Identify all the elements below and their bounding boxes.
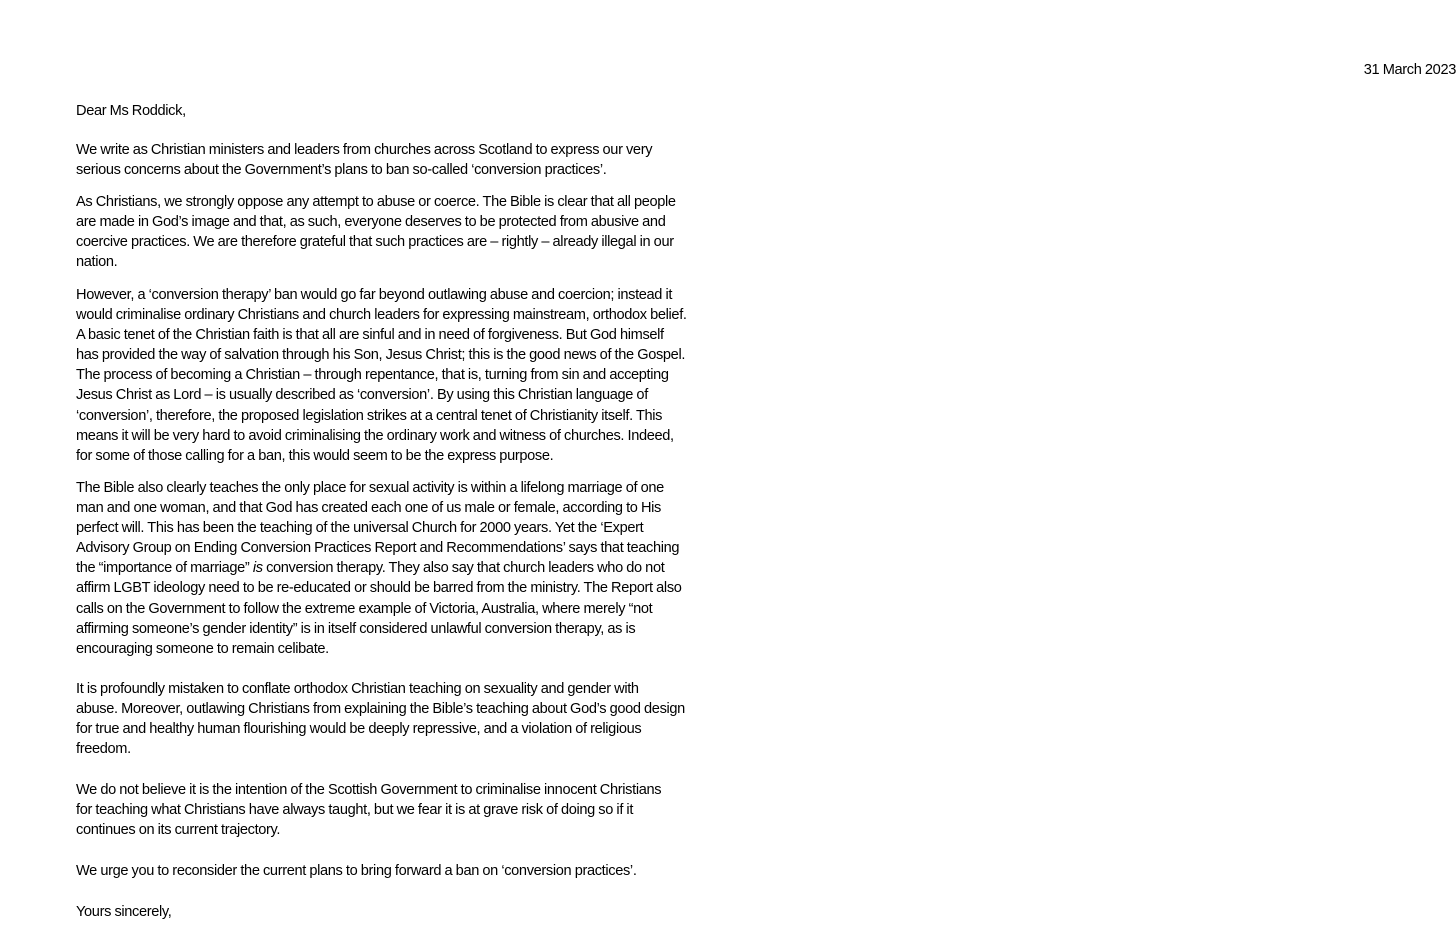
- text-segment: the “importance of marriage”: [76, 560, 253, 577]
- paragraph-oppose-abuse: [76, 192, 676, 272]
- text-line: has provided the way of salvation through his Son, Jesus Christ; this is the good news of the Gospel.: [76, 347, 686, 364]
- text-line: The Bible also clearly teaches the only place for sexual activity is within a lifelong marriage of one: [76, 480, 664, 496]
- text-line: means it will be very hard to avoid criminalising the ordinary work and witness of churches. Indeed,: [76, 427, 674, 444]
- letter-date: 31 March 2023: [1363, 62, 1456, 78]
- text-line: freedom.: [76, 741, 131, 758]
- text-line: for teaching what Christians have always taught, but we fear it is at grave risk of doing so if it: [76, 802, 634, 819]
- text-line: ‘conversion’, therefore, the proposed legislation strikes at a central tenet of Christianity itself. This: [76, 407, 663, 424]
- text-line: A basic tenet of the Christian faith is that all are sinful and in need of forgiveness. But God himself: [76, 327, 664, 344]
- text-line: man and one woman, and that God has created each one of us male or female, according to His: [76, 500, 661, 517]
- text-line: We do not believe it is the intention of the Scottish Government to criminalise innocent Christians: [76, 782, 662, 798]
- paragraph-intro: [76, 140, 652, 180]
- text-line: would criminalise ordinary Christians and church leaders for expressing mainstream, orthodox belief.: [76, 307, 687, 324]
- text-line: calls on the Government to follow the extreme example of Victoria, Australia, where merely “not: [76, 600, 653, 617]
- text-line: However, a ‘conversion therapy’ ban would go far beyond outlawing abuse and coercion; instead it: [76, 287, 673, 303]
- text-line: affirm LGBT ideology need to be re-educated or should be barred from the ministry. The Report also: [76, 580, 682, 597]
- paragraph-conflate: [76, 679, 685, 759]
- text-line: perfect will. This has been the teaching of the universal Church for 2000 years. Yet the ‘Expert: [76, 520, 644, 537]
- paragraph-bible-teaching: [76, 478, 682, 659]
- closing: Yours sincerely,: [76, 904, 172, 920]
- text-line: Advisory Group on Ending Conversion Practices Report and Recommendations’ says that teaching: [76, 540, 680, 557]
- salutation: Dear Ms Roddick,: [76, 103, 186, 119]
- text-line: for true and healthy human flourishing would be deeply repressive, and a violation of religious: [76, 721, 642, 738]
- text-line: [76, 558, 682, 578]
- paragraph-intention: [76, 780, 661, 840]
- text-line: affirming someone’s gender identity” is in itself considered unlawful conversion therapy, as is: [76, 620, 636, 637]
- paragraph-ban-scope: [76, 285, 687, 466]
- text-line: The process of becoming a Christian – through repentance, that is, turning from sin and accepting: [76, 367, 669, 384]
- text-line: serious concerns about the Government’s plans to ban so-called ‘conversion practices’.: [76, 162, 607, 179]
- text-line: continues on its current trajectory.: [76, 822, 281, 839]
- emphasis-text: is: [252, 560, 263, 577]
- text-line: coercive practices. We are therefore grateful that such practices are – rightly – already illegal in our: [76, 234, 674, 251]
- paragraph-urge: [76, 861, 637, 881]
- text-line: It is profoundly mistaken to conflate orthodox Christian teaching on sexuality and gender with: [76, 681, 639, 697]
- text-line: Jesus Christ as Lord – is usually described as ‘conversion’. By using this Christian language of: [76, 387, 648, 404]
- text-line: encouraging someone to remain celibate.: [76, 640, 329, 657]
- text-line: We urge you to reconsider the current plans to bring forward a ban on ‘conversion practices’.: [76, 863, 637, 879]
- text-segment: conversion therapy. They also say that church leaders who do not: [262, 560, 665, 577]
- text-line: for some of those calling for a ban, this would seem to be the express purpose.: [76, 447, 554, 464]
- text-line: abuse. Moreover, outlawing Christians from explaining the Bible’s teaching about God’s good design: [76, 701, 685, 718]
- text-line: nation.: [76, 254, 118, 271]
- text-line: As Christians, we strongly oppose any attempt to abuse or coerce. The Bible is clear that all people: [76, 194, 676, 210]
- text-line: We write as Christian ministers and leaders from churches across Scotland to express our very: [76, 142, 653, 158]
- text-line: are made in God’s image and that, as such, everyone deserves to be protected from abusive and: [76, 214, 666, 231]
